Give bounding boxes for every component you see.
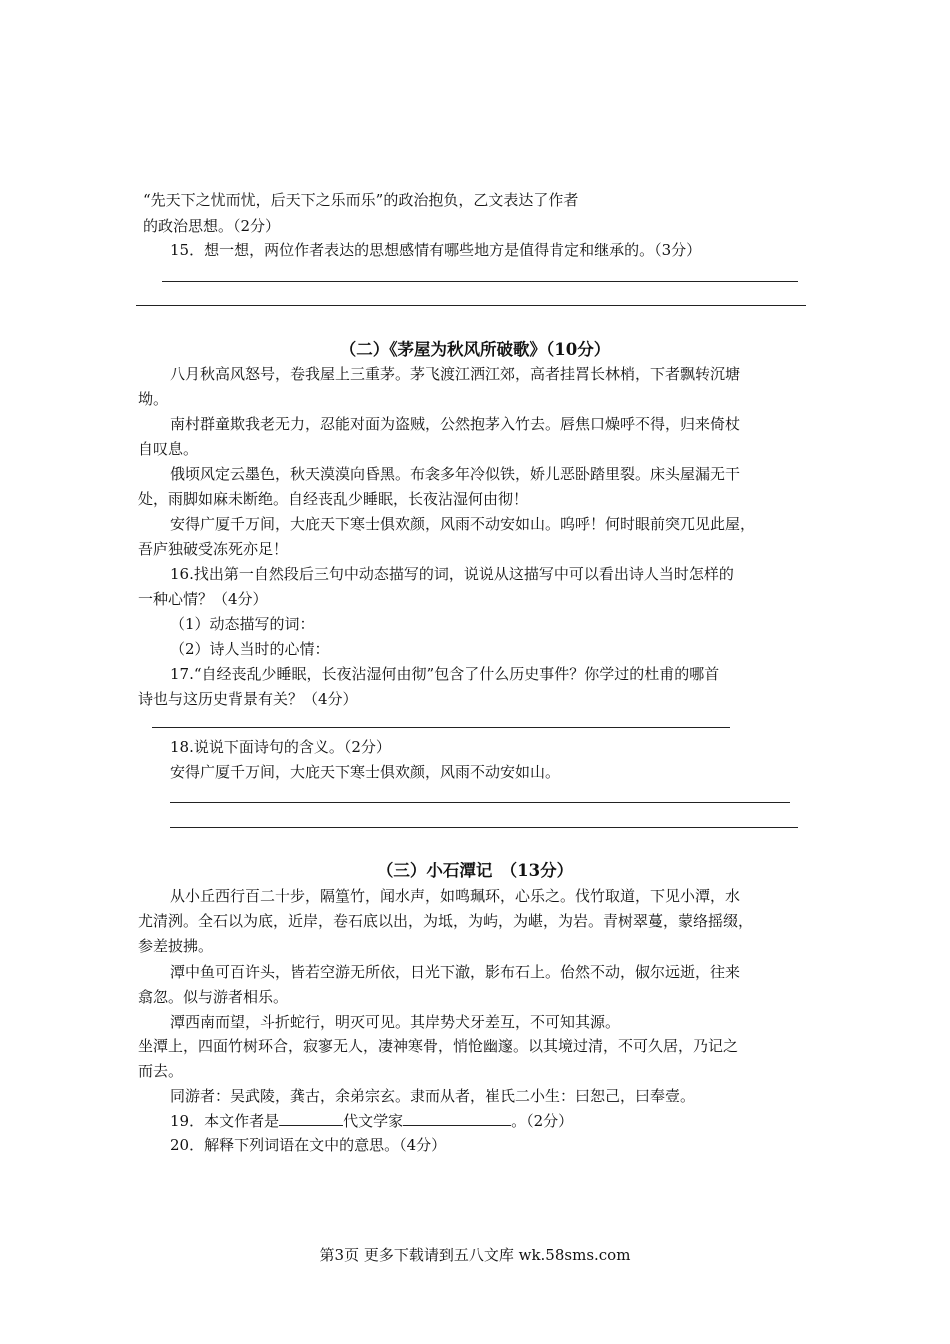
question-17: 17.“自经丧乱少睡眠，长夜沾湿何由彻”包含了什么历史事件？你学过的杜甫的哪首 (170, 665, 720, 683)
poem-line: 安得广厦千万间，大庇天下寒士俱欢颜，风雨不动安如山。呜呼！何时眼前突兀见此屋， (170, 515, 756, 533)
poem-line: 处，雨脚如麻未断绝。自经丧乱少睡眠，长夜沾湿何由彻！ (138, 490, 529, 508)
text-line: 尤清洌。全石以为底，近岸，卷石底以出，为坻，为屿，为嵁，为岩。青树翠蔓，蒙络摇缀， (138, 912, 754, 930)
question-16: 一种心情？（4分） (138, 590, 268, 608)
text-line: “先天下之忧而忧，后天下之乐而乐”的政治抱负，乙文表达了作者 (143, 191, 579, 209)
answer-line (170, 827, 798, 828)
text-line: 同游者：吴武陵，龚古，余弟宗玄。隶而从者，崔氏二小生：曰恕己，曰奉壹。 (170, 1087, 696, 1105)
q19-text: 代文学家 (343, 1112, 404, 1130)
text-line: 参差披拂。 (138, 937, 214, 955)
quoted-verse: 安得广厦千万间，大庇天下寒士俱欢颜，风雨不动安如山。 (170, 763, 561, 781)
question-17: 诗也与这历史背景有关？（4分） (138, 690, 358, 708)
fill-blank-dynasty[interactable] (279, 1110, 343, 1126)
answer-line (162, 281, 798, 282)
question-16-part2: （2）诗人当时的心情： (170, 640, 330, 658)
text-line: 坐潭上，四面竹树环合，寂寥无人，凄神寒骨，悄怆幽邃。以其境过清，不可久居，乃记之 (138, 1037, 739, 1055)
answer-line (152, 727, 730, 728)
poem-line: 俄顷风定云墨色，秋天漠漠向昏黑。布衾多年冷似铁，娇儿恶卧踏里裂。床头屋漏无干 (170, 465, 741, 483)
answer-line (136, 305, 806, 306)
poem-line: 自叹息。 (138, 440, 199, 458)
poem-line: 南村群童欺我老无力，忍能对面为盗贼，公然抱茅入竹去。唇焦口燥呼不得，归来倚杖 (170, 415, 741, 433)
q19-text: 。（2分） (511, 1112, 574, 1130)
poem-line: 坳。 (138, 390, 169, 408)
poem-line: 八月秋高风怒号，卷我屋上三重茅。茅飞渡江洒江郊，高者挂罥长林梢，下者飘转沉塘 (170, 365, 741, 383)
question-20: 20．解释下列词语在文中的意思。（4分） (170, 1136, 447, 1154)
q19-text: 19．本文作者是 (170, 1112, 280, 1130)
text-line: 而去。 (138, 1062, 184, 1080)
question-16-part1: （1）动态描写的词： (170, 615, 315, 633)
page-footer: 第3页 更多下载请到五八文库 wk.58sms.com (319, 1246, 631, 1264)
section-heading: （二）《茅屋为秋风所破歌》（10分） (339, 340, 611, 359)
section-heading: （三）小石潭记 （13分） (376, 861, 574, 880)
text-line: 从小丘西行百二十步，隔篁竹，闻水声，如鸣珮环，心乐之。伐竹取道，下见小潭，水 (170, 887, 741, 905)
text-line: 翕忽。似与游者相乐。 (138, 988, 289, 1006)
question-18: 18.说说下面诗句的含义。（2分） (170, 738, 391, 756)
fill-blank-author[interactable] (403, 1110, 511, 1126)
question-16: 16.找出第一自然段后三句中动态描写的词，说说从这描写中可以看出诗人当时怎样的 (170, 565, 734, 583)
text-line: 潭西南而望，斗折蛇行，明灭可见。其岸势犬牙差互，不可知其源。 (170, 1013, 621, 1031)
question-19 (170, 1110, 573, 1131)
poem-line: 吾庐独破受冻死亦足！ (138, 540, 289, 558)
answer-line (170, 802, 790, 803)
text-line: 的政治思想。（2分） (143, 217, 281, 235)
question-15: 15．想一想，两位作者表达的思想感情有哪些地方是值得肯定和继承的。（3分） (170, 241, 702, 259)
text-line: 潭中鱼可百许头，皆若空游无所依，日光下澈，影布石上。佁然不动，俶尔远逝，往来 (170, 963, 741, 981)
